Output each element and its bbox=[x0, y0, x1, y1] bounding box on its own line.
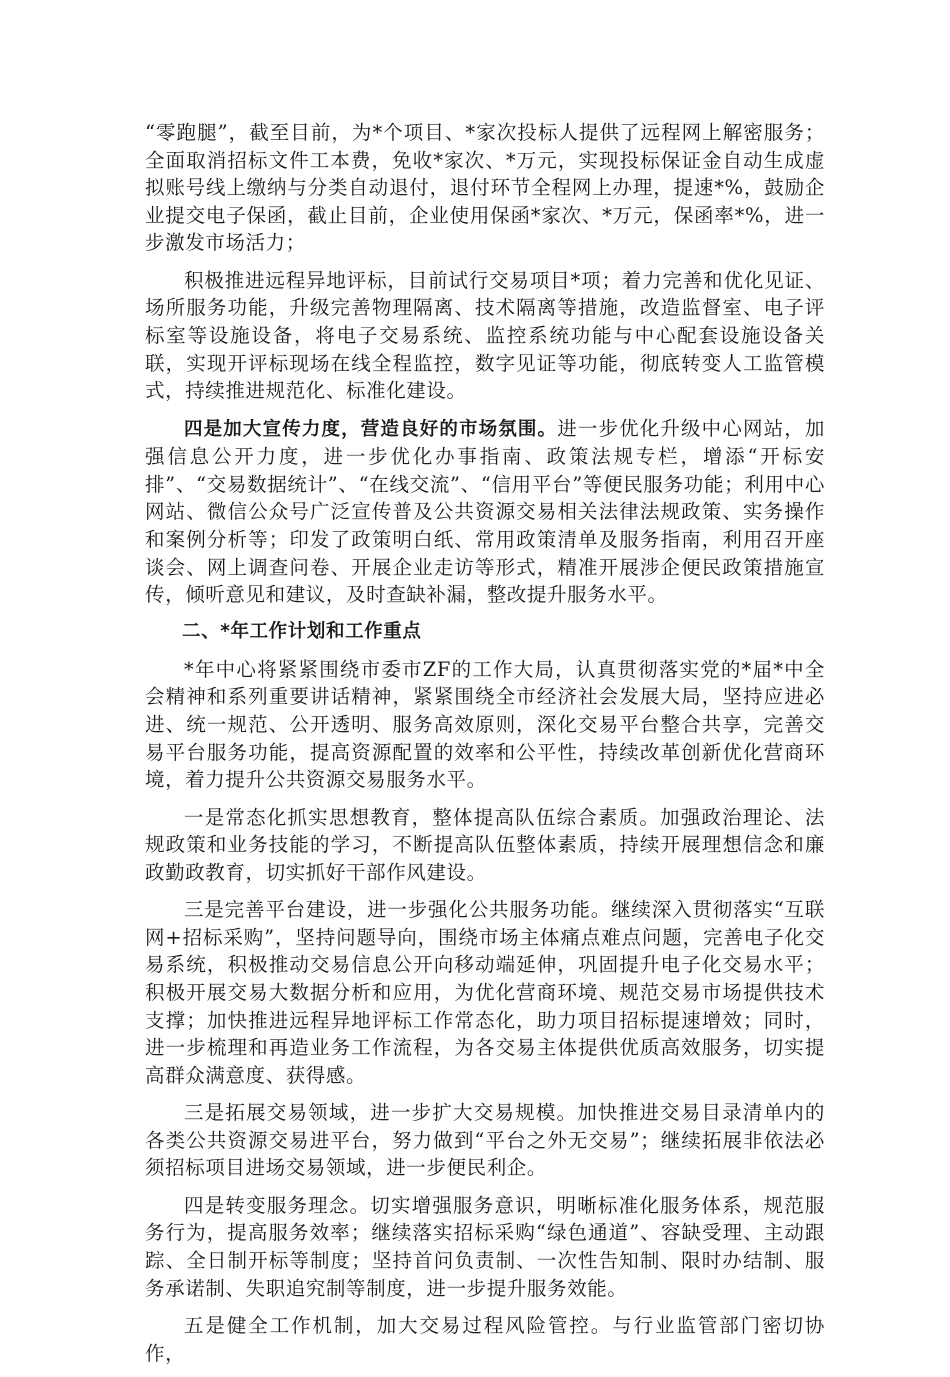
document-body bbox=[145, 119, 825, 1377]
section-heading: 二、*年工作计划和工作重点 bbox=[182, 621, 422, 643]
paragraph-3-body: 进一步优化升级中心网站，加强信息公开力度，进一步优化办事指南、政策法规专栏，增添“开标安排”、“交易数据统计”、“在线交流”、“信用平台”等便民服务功能；利用中心网站、微信公众号广泛宣传普及公共资源交易相关法律法规政策、实务操作和案例分析等；印发了政策明白纸、常用政策清单及服务指南，利用召开座谈会、网上调查问卷、开展企业走访等形式，精准开展涉企便民政策措施宣传，倾听意见和建议，及时查缺补漏，整改提升服务水平。 bbox=[145, 416, 825, 607]
paragraph-1: “零跑腿”，截至目前，为*个项目、*家次投标人提供了远程网上解密服务；全面取消招标文件工本费，免收*家次、*万元，实现投标保证金自动生成虚拟账号线上缴纳与分类自动退付，退付环节全程网上办理，提速*%，鼓励企业提交电子保函，截止目前，企业使用保函*家次、*万元，保函率*%，进一步激发市场活力； bbox=[145, 121, 825, 255]
paragraph-8: 四是转变服务理念。切实增强服务意识，明晰标准化服务体系，规范服务行为，提高服务效率；继续落实招标采购“绿色通道”、容缺受理、主动跟踪、全日制开标等制度；坚持首问负责制、一次性告知制、限时办结制、服务承诺制、失职追究制等制度，进一步提升服务效能。 bbox=[145, 1193, 825, 1300]
paragraph-4: *年中心将紧紧围绕市委市ZF的工作大局，认真贯彻落实党的*届*中全会精神和系列重要讲话精神，紧紧围绕全市经济社会发展大局，坚持应进必进、统一规范、公开透明、服务高效原则，深化交易平台整合共享，完善交易平台服务功能，提高资源配置的效率和公平性，持续改革创新优化营商环境，着力提升公共资源交易服务水平。 bbox=[145, 657, 825, 792]
paragraph-9: 五是健全工作机制，加大交易过程风险管控。与行业监管部门密切协作， bbox=[145, 1313, 825, 1365]
paragraph-2: 积极推进远程异地评标，目前试行交易项目*项；着力完善和优化见证、场所服务功能，升级完善物理隔离、技术隔离等措施，改造监督室、电子评标室等设施设备，将电子交易系统、监控系统功能与中心配套设施设备关联，实现开评标现场在线全程监控，数字见证等功能，彻底转变人工监管模式，持续推进规范化、标准化建设。 bbox=[145, 268, 825, 403]
paragraph-6: 三是完善平台建设，进一步强化公共服务功能。继续深入贯彻落实“互联网+招标采购”，坚持问题导向，围绕市场主体痛点难点问题，完善电子化交易系统，积极推动交易信息公开向移动端延伸，巩固提升电子化交易水平；积极开展交易大数据分析和应用，为优化营商环境、规范交易市场提供技术支撑；加快推进远程异地评标工作常态化，助力项目招标提速增效；同时，进一步梳理和再造业务工作流程，为各交易主体提供优质高效服务，切实提高群众满意度、获得感。 bbox=[145, 898, 825, 1087]
paragraph-5: 一是常态化抓实思想教育，整体提高队伍综合素质。加强政治理论、法规政策和业务技能的学习，不断提高队伍整体素质，持续开展理想信念和廉政勤政教育，切实抓好干部作风建设。 bbox=[145, 805, 825, 884]
paragraph-3 bbox=[145, 415, 825, 609]
paragraph-3-lead: 四是加大宣传力度，营造良好的市场氛围。 bbox=[184, 418, 558, 440]
paragraph-7: 三是拓展交易领域，进一步扩大交易规模。加快推进交易目录清单内的各类公共资源交易进平台，努力做到“平台之外无交易”；继续拓展非依法必须招标项目进场交易领域，进一步便民利企。 bbox=[145, 1101, 825, 1180]
